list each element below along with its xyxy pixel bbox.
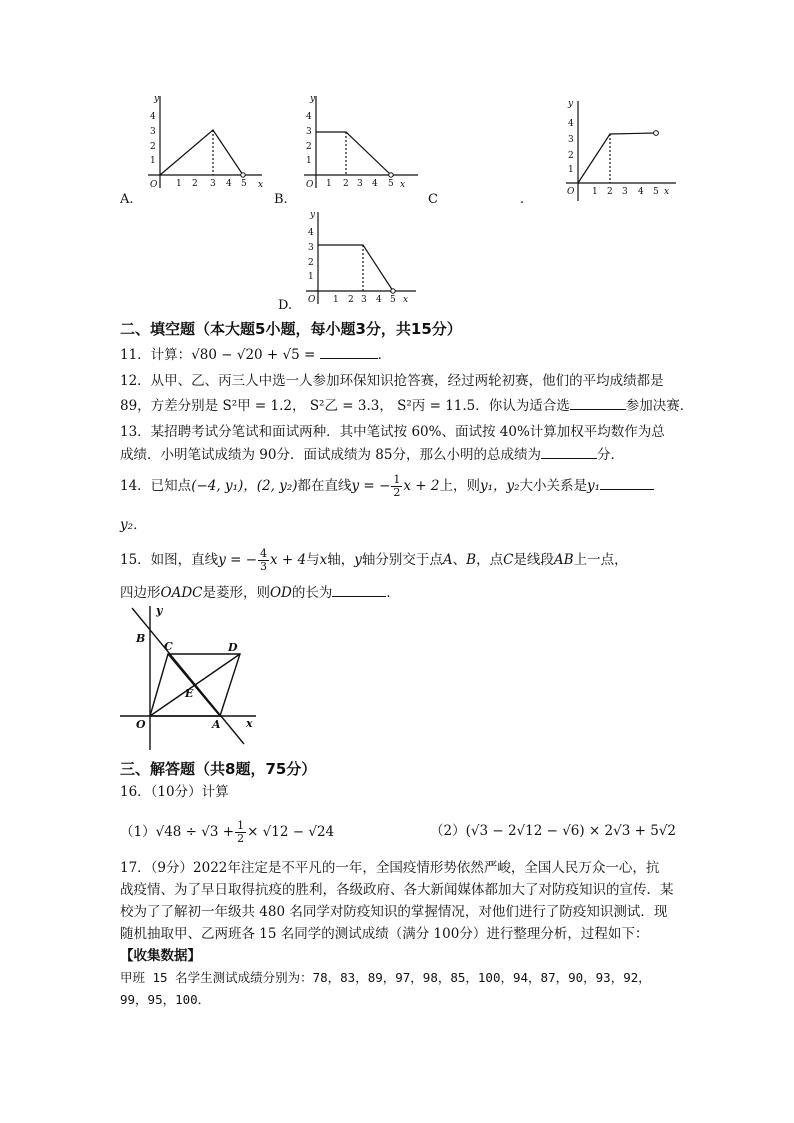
svg-text:3: 3 (308, 243, 314, 253)
svg-text:x: x (258, 180, 264, 190)
q11-expr: √80 − √20 + √5 = (191, 347, 316, 363)
q12-variance-bing: S²丙 = 11.5．你认为适合选 (397, 398, 570, 414)
question-14-line1 (120, 474, 654, 499)
q15-pre: 15．如图，直线 (120, 552, 219, 568)
q15-fig-D: D (228, 641, 238, 654)
q15-fig-A: A (212, 718, 221, 731)
svg-text:3: 3 (568, 135, 574, 145)
q15-mid4: ，点 (476, 552, 504, 568)
q14-mid: 都在直线 (297, 478, 352, 494)
svg-text:3: 3 (150, 127, 156, 137)
svg-text:y: y (154, 94, 160, 104)
svg-text:x: x (400, 180, 406, 190)
svg-text:2: 2 (306, 142, 312, 152)
q16-p1-frac-den: 2 (237, 832, 245, 845)
q15-fig-E: E (185, 687, 194, 700)
q12-answer-blank[interactable] (570, 395, 626, 410)
q14-post: 上，则 (439, 478, 480, 494)
svg-text:y: y (310, 210, 316, 220)
question-17-line3: 校为了了解初一年级共 480 名同学对防疫知识的掌握情况，对他们进行了防疫知识测试．现 (120, 904, 668, 920)
svg-text:3: 3 (622, 187, 628, 197)
svg-text:5: 5 (653, 187, 659, 197)
q15-figure (118, 604, 260, 752)
section-3-title: 三、解答题（共8题，75分） (120, 760, 317, 778)
question-12-line1: 12．从甲、乙、丙三人中选一人参加环保知识抢答赛，经过两轮初赛，他们的平均成绩都是 (120, 373, 664, 389)
q14-frac-num: 1 (393, 473, 401, 486)
svg-text:4: 4 (306, 112, 312, 122)
svg-text:x: x (403, 295, 409, 305)
q14-eq-pre: y = − (351, 478, 391, 494)
graph-c (558, 97, 683, 207)
svg-text:3: 3 (306, 127, 312, 137)
question-13-line2 (120, 444, 624, 466)
svg-text:x: x (664, 187, 670, 197)
svg-text:3: 3 (357, 179, 363, 189)
question-15-line2 (120, 582, 400, 604)
q15-line2-post: 的长为 (291, 585, 333, 601)
svg-text:4: 4 (308, 228, 314, 238)
svg-text:2: 2 (607, 187, 613, 197)
q14-frac-den: 2 (393, 486, 401, 499)
q15-eq-post: x + 4 (270, 552, 307, 568)
q15-AB: AB (553, 552, 574, 568)
svg-text:1: 1 (150, 156, 156, 166)
q16-p1-fraction (235, 820, 246, 845)
q15-y: y (354, 552, 362, 568)
svg-text:4: 4 (372, 179, 378, 189)
svg-text:1: 1 (568, 165, 574, 175)
svg-text:y: y (310, 94, 316, 104)
option-c-dot: . (520, 192, 525, 207)
q16-p1-a: √48 ÷ √3 + (155, 824, 235, 840)
svg-text:1: 1 (308, 272, 314, 282)
q15-B: B (466, 552, 477, 568)
question-17-collect-heading: 【收集数据】 (120, 948, 201, 964)
option-a-label: A. (120, 192, 134, 207)
q15-fig-x: x (246, 717, 253, 730)
q15-line2-pre: 四边形 (120, 585, 161, 601)
svg-text:1: 1 (333, 295, 339, 305)
svg-text:O: O (567, 187, 575, 197)
question-11 (120, 344, 391, 366)
svg-text:5: 5 (388, 179, 394, 189)
q15-mid2: 轴， (327, 552, 355, 568)
svg-text:5: 5 (241, 179, 247, 189)
question-15-line1 (120, 548, 628, 573)
svg-text:5: 5 (390, 295, 396, 305)
q15-A: A (442, 552, 453, 568)
svg-text:O: O (308, 295, 316, 305)
q15-answer-blank[interactable] (332, 582, 386, 597)
svg-text:4: 4 (150, 112, 156, 122)
question-14-line2: y₂． (120, 517, 147, 533)
question-13-line1: 13．某招聘考试分笔试和面试两种．其中笔试按 60%、面试按 40%计算加权平均数作为总 (120, 424, 665, 440)
option-d-label: D. (278, 298, 293, 313)
q15-mid3: 轴分别交于点 (361, 552, 443, 568)
q14-answer-blank[interactable] (600, 475, 654, 490)
q15-fig-O: O (136, 718, 146, 731)
svg-text:y: y (568, 99, 574, 109)
graph-d (298, 208, 423, 308)
question-16-head: 16．（10分）计算 (120, 784, 229, 800)
option-b-label: B. (274, 192, 288, 207)
svg-text:2: 2 (568, 151, 574, 161)
graph-b (296, 92, 421, 207)
q15-line2-end: ． (386, 585, 400, 601)
q14-post2: 大小关系是 (519, 478, 588, 494)
q11-suffix: ． (377, 347, 392, 363)
svg-text:2: 2 (343, 179, 349, 189)
q14-pre: 14．已知点 (120, 478, 192, 494)
q11-prefix: 11．计算： (120, 347, 192, 363)
svg-text:2: 2 (150, 142, 156, 152)
q15-fraction (258, 548, 269, 573)
q15-fig-B: B (136, 632, 146, 645)
q15-OD: OD (269, 585, 292, 601)
svg-text:3: 3 (361, 295, 367, 305)
option-c-label: C (428, 192, 438, 207)
q15-mid: 与 (306, 552, 320, 568)
question-17-data-line1: 甲班 15 名学生测试成绩分别为：78，83，89，97，98，85，100，94，87，90，93，92， (120, 970, 651, 985)
svg-text:O: O (306, 180, 314, 190)
q14-y1: y₁ (587, 478, 601, 494)
q15-x: x (319, 552, 328, 568)
q12-line2-pre: 89，方差分别是 (120, 398, 219, 414)
question-17-line1: 17．（9分）2022年注定是不平凡的一年，全国疫情形势依然严峻，全国人民万众一心，抗 (120, 860, 660, 876)
q15-sep: 、 (452, 552, 467, 568)
q14-point2: (2, y₂) (256, 478, 298, 494)
svg-text:2: 2 (192, 179, 198, 189)
q16-p1-frac-num: 1 (237, 819, 245, 832)
q12-line2-post: 参加决赛． (625, 398, 694, 414)
question-17-data-line2: 99，95，100． (120, 992, 211, 1007)
q15-frac-num: 4 (260, 547, 268, 560)
q15-fig-C: C (164, 640, 173, 653)
q15-C: C (503, 552, 514, 568)
q13-answer-blank[interactable] (541, 444, 597, 459)
q15-frac-den: 3 (260, 560, 268, 573)
q16-p1-label: （1） (120, 824, 156, 840)
svg-text:2: 2 (308, 258, 314, 268)
svg-text:2: 2 (348, 295, 354, 305)
svg-text:3: 3 (210, 179, 216, 189)
q16-p2-label: （2） (430, 823, 466, 839)
svg-text:1: 1 (326, 179, 332, 189)
q15-OADC: OADC (160, 585, 203, 601)
q14-y1y2: y₁，y₂ (479, 478, 520, 494)
q11-answer-blank[interactable] (320, 344, 378, 359)
q14-fraction (391, 474, 402, 499)
svg-text:1: 1 (306, 156, 312, 166)
svg-text:1: 1 (592, 187, 598, 197)
q15-mid5: 是线段 (513, 552, 554, 568)
q14-eq-post: x + 2 (403, 478, 440, 494)
q12-variance-yi: S²乙 = 3.3， (309, 398, 393, 414)
q13-line2-post: 分． (596, 447, 624, 463)
q15-fig-y: y (156, 604, 163, 617)
section-2-title: 二、填空题（本大题5小题，每小题3分，共15分） (120, 320, 462, 338)
svg-text:1: 1 (176, 179, 182, 189)
q15-eq-pre: y = − (218, 552, 258, 568)
svg-text:4: 4 (568, 119, 574, 129)
graph-a (140, 92, 265, 207)
q13-line2-pre: 成绩．小明笔试成绩为 90分．面试成绩为 85分，那么小明的总成绩为 (120, 447, 541, 463)
q15-end: 上一点， (573, 552, 628, 568)
question-17-line2: 战疫情、为了早日取得抗疫的胜利，各级政府、各大新闻媒体都加大了对防疫知识的宣传．某 (120, 882, 674, 898)
q16-p1-b: × √12 − √24 (247, 824, 335, 840)
q15-line2-mid: 是菱形，则 (202, 585, 270, 601)
q12-variance-jia: S²甲 = 1.2， (222, 398, 306, 414)
question-16-part1 (120, 820, 334, 845)
svg-text:4: 4 (226, 179, 232, 189)
q14-point1: (−4, y₁)， (191, 478, 257, 494)
q16-p2-expr: (√3 − 2√12 − √6) × 2√3 + 5√2 (465, 823, 677, 839)
question-12-line2 (120, 395, 693, 417)
svg-text:4: 4 (376, 295, 382, 305)
svg-text:4: 4 (638, 187, 644, 197)
svg-text:O: O (150, 180, 158, 190)
question-16-part2 (430, 820, 676, 842)
question-17-line4: 随机抽取甲、乙两班各 15 名同学的测试成绩（满分 100分）进行整理分析，过程如下： (120, 926, 649, 942)
